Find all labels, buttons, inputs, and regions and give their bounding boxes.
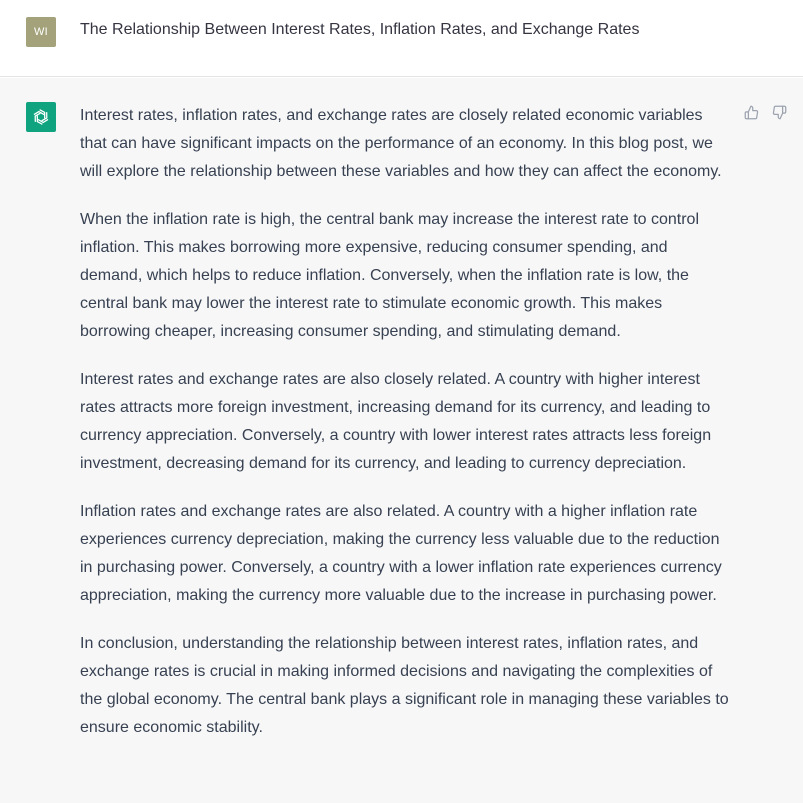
user-message-row [0,0,803,77]
assistant-paragraph: In conclusion, understanding the relationship between interest rates, inflation rates, and exchange rates is crucial in making informed decisions and navigating the complexities of the global economy. The central bank plays a significant role in managing these variables to ensure economic stability. [80,635,729,736]
assistant-paragraph: Interest rates and exchange rates are also closely related. A country with higher interest rates attracts more foreign investment, increasing demand for its currency, and leading to currency appreciation. Conversely, a country with lower interest rates attracts less foreign investment, decreasing demand for its currency, and leading to currency depreciation. [80,371,712,472]
assistant-avatar [26,102,56,132]
thumbs-up-icon [744,105,759,120]
user-avatar: WI [26,17,56,47]
assistant-paragraph: Interest rates, inflation rates, and exchange rates are closely related economic variables that can have significant impacts on the performance of an economy. In this blog post, we will explore the relationship between these variables and how they can affect the economy. [80,107,722,180]
assistant-paragraph: When the inflation rate is high, the central bank may increase the interest rate to control inflation. This makes borrowing more expensive, reducing consumer spending, and demand, which helps to reduce inflation. Conversely, when the inflation rate is low, the central bank may lower the interest rate to stimulate economic growth. This makes borrowing cheaper, increasing consumer spending, and stimulating demand. [80,211,699,340]
user-message-text: The Relationship Between Interest Rates, Inflation Rates, and Exchange Rates [80,21,640,38]
openai-logo-icon [30,106,52,128]
thumbs-up-button[interactable] [743,104,759,120]
assistant-message-text [80,102,732,762]
assistant-message-row [0,78,803,803]
thumbs-down-icon [772,105,787,120]
feedback-controls [743,104,787,120]
thumbs-down-button[interactable] [771,104,787,120]
assistant-paragraph: Inflation rates and exchange rates are also related. A country with a higher inflation rate experiences currency depreciation, making the currency less valuable due to the reduction in purchasing power. Conversely, a country with a lower inflation rate experiences currency appreciation, making the currency more valuable due to the increase in purchasing power. [80,503,722,604]
